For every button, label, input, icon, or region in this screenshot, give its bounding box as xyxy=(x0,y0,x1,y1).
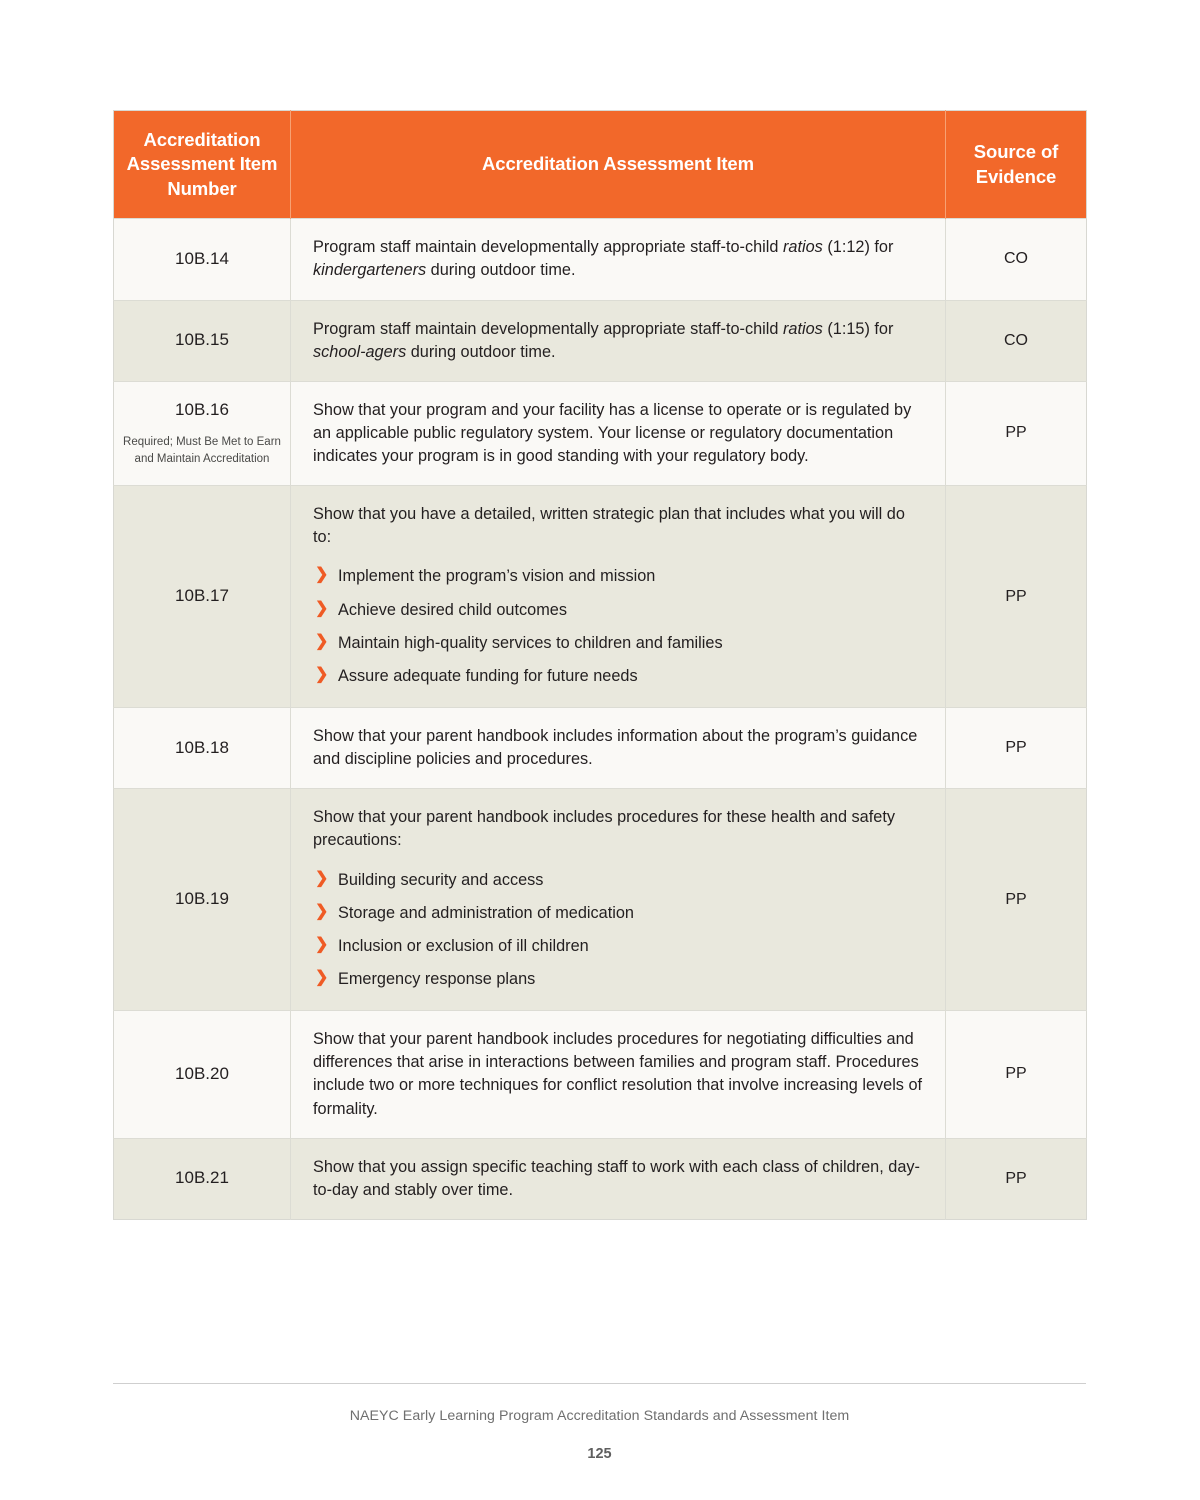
list-item-label: Storage and administration of medication xyxy=(338,903,634,922)
item-number-value: 10B.17 xyxy=(175,586,229,606)
list-item xyxy=(313,869,923,892)
table-row xyxy=(114,1011,1087,1139)
list-item xyxy=(313,599,923,622)
page-footer xyxy=(113,1383,1086,1462)
cell-item-number xyxy=(114,219,291,300)
table-row xyxy=(114,789,1087,1011)
cell-item-number xyxy=(114,708,291,789)
assessment-item-text: Program staff maintain developmentally appropriate staff-to-child ratios (1:12) for kindergarteners during outdoor time. xyxy=(313,238,894,280)
item-number-value: 10B.16 xyxy=(175,400,229,420)
item-number-value: 10B.19 xyxy=(175,889,229,909)
cell-assessment-item xyxy=(291,1138,946,1219)
list-item xyxy=(313,968,923,991)
table-row xyxy=(114,300,1087,381)
list-item-label: Achieve desired child outcomes xyxy=(338,600,567,619)
item-number-value: 10B.21 xyxy=(175,1168,229,1188)
cell-source-of-evidence: PP xyxy=(946,486,1087,708)
list-item-label: Implement the program’s vision and mission xyxy=(338,567,656,586)
chevron-right-icon: ❯ xyxy=(315,869,329,887)
item-number-value: 10B.15 xyxy=(175,330,229,350)
cell-assessment-item xyxy=(291,300,946,381)
cell-item-number xyxy=(114,1138,291,1219)
cell-source-of-evidence: PP xyxy=(946,1011,1087,1139)
item-number-value: 10B.20 xyxy=(175,1063,229,1083)
assessment-item-text: Show that your parent handbook includes information about the program’s guidance and discipline policies and procedures. xyxy=(313,727,918,769)
list-item-label: Inclusion or exclusion of ill children xyxy=(338,936,589,955)
assessment-item-bullet-list xyxy=(313,869,923,992)
list-item xyxy=(313,665,923,688)
column-header-source-of-evidence: Source of Evidence xyxy=(946,111,1087,219)
cell-item-number xyxy=(114,300,291,381)
chevron-right-icon: ❯ xyxy=(315,935,329,953)
item-number-value: 10B.14 xyxy=(175,248,229,268)
assessment-item-text: Show that your program and your facility has a license to operate or is regulated by an applicable public regulatory system. Your license or regulatory documentation indicates your program is in good standing with your regulatory body. xyxy=(313,400,912,466)
cell-item-number xyxy=(114,789,291,1011)
list-item-label: Maintain high-quality services to children and families xyxy=(338,633,723,652)
column-header-item: Accreditation Assessment Item xyxy=(291,111,946,219)
assessment-item-text: Show that your parent handbook includes procedures for these health and safety precautions: xyxy=(313,808,895,850)
cell-source-of-evidence: PP xyxy=(946,381,1087,485)
accreditation-assessment-table xyxy=(113,110,1087,1220)
cell-source-of-evidence: CO xyxy=(946,219,1087,300)
assessment-item-text: Show that your parent handbook includes procedures for negotiating difficulties and differences that arise in interactions between families and program staff. Procedures include two or more techniques for conflict resolution that involve increasing levels of formality. xyxy=(313,1030,923,1118)
list-item xyxy=(313,902,923,925)
list-item-label: Emergency response plans xyxy=(338,970,536,989)
cell-source-of-evidence: CO xyxy=(946,300,1087,381)
item-number-value: 10B.18 xyxy=(175,737,229,757)
chevron-right-icon: ❯ xyxy=(315,632,329,650)
cell-source-of-evidence: PP xyxy=(946,1138,1087,1219)
table-row xyxy=(114,381,1087,485)
page-number: 125 xyxy=(587,1446,612,1462)
chevron-right-icon: ❯ xyxy=(315,902,329,920)
chevron-right-icon: ❯ xyxy=(315,665,329,683)
cell-source-of-evidence: PP xyxy=(946,789,1087,1011)
list-item-label: Building security and access xyxy=(338,870,544,889)
chevron-right-icon: ❯ xyxy=(315,566,329,584)
list-item xyxy=(313,632,923,655)
chevron-right-icon: ❯ xyxy=(315,599,329,617)
assessment-item-text: Show that you assign specific teaching staff to work with each class of children, day-to-day and stably over time. xyxy=(313,1157,920,1199)
table-row xyxy=(114,1138,1087,1219)
footer-divider xyxy=(113,1383,1086,1384)
table-row xyxy=(114,708,1087,789)
cell-assessment-item xyxy=(291,381,946,485)
chevron-right-icon: ❯ xyxy=(315,969,329,987)
footer-title: NAEYC Early Learning Program Accreditation Standards and Assessment Item xyxy=(349,1408,850,1424)
list-item-label: Assure adequate funding for future needs xyxy=(338,666,638,685)
table-header-row xyxy=(114,111,1087,219)
cell-source-of-evidence: PP xyxy=(946,708,1087,789)
list-item xyxy=(313,565,923,588)
table-header xyxy=(114,111,1087,219)
cell-assessment-item xyxy=(291,1011,946,1139)
item-number-requirement-note: Required; Must Be Met to Earn and Maintain Accreditation xyxy=(123,436,281,465)
cell-item-number xyxy=(114,486,291,708)
cell-item-number xyxy=(114,1011,291,1139)
assessment-item-text: Show that you have a detailed, written strategic plan that includes what you will do to: xyxy=(313,505,905,547)
cell-assessment-item xyxy=(291,708,946,789)
list-item xyxy=(313,935,923,958)
column-header-item-number: Accreditation Assessment Item Number xyxy=(114,111,291,219)
cell-assessment-item xyxy=(291,486,946,708)
cell-item-number xyxy=(114,381,291,485)
accreditation-table-wrapper xyxy=(113,110,1086,1220)
table-body xyxy=(114,219,1087,1220)
table-row xyxy=(114,219,1087,300)
cell-assessment-item xyxy=(291,219,946,300)
cell-assessment-item xyxy=(291,789,946,1011)
table-row xyxy=(114,486,1087,708)
assessment-item-text: Program staff maintain developmentally appropriate staff-to-child ratios (1:15) for school-agers during outdoor time. xyxy=(313,319,894,361)
assessment-item-bullet-list xyxy=(313,565,923,688)
